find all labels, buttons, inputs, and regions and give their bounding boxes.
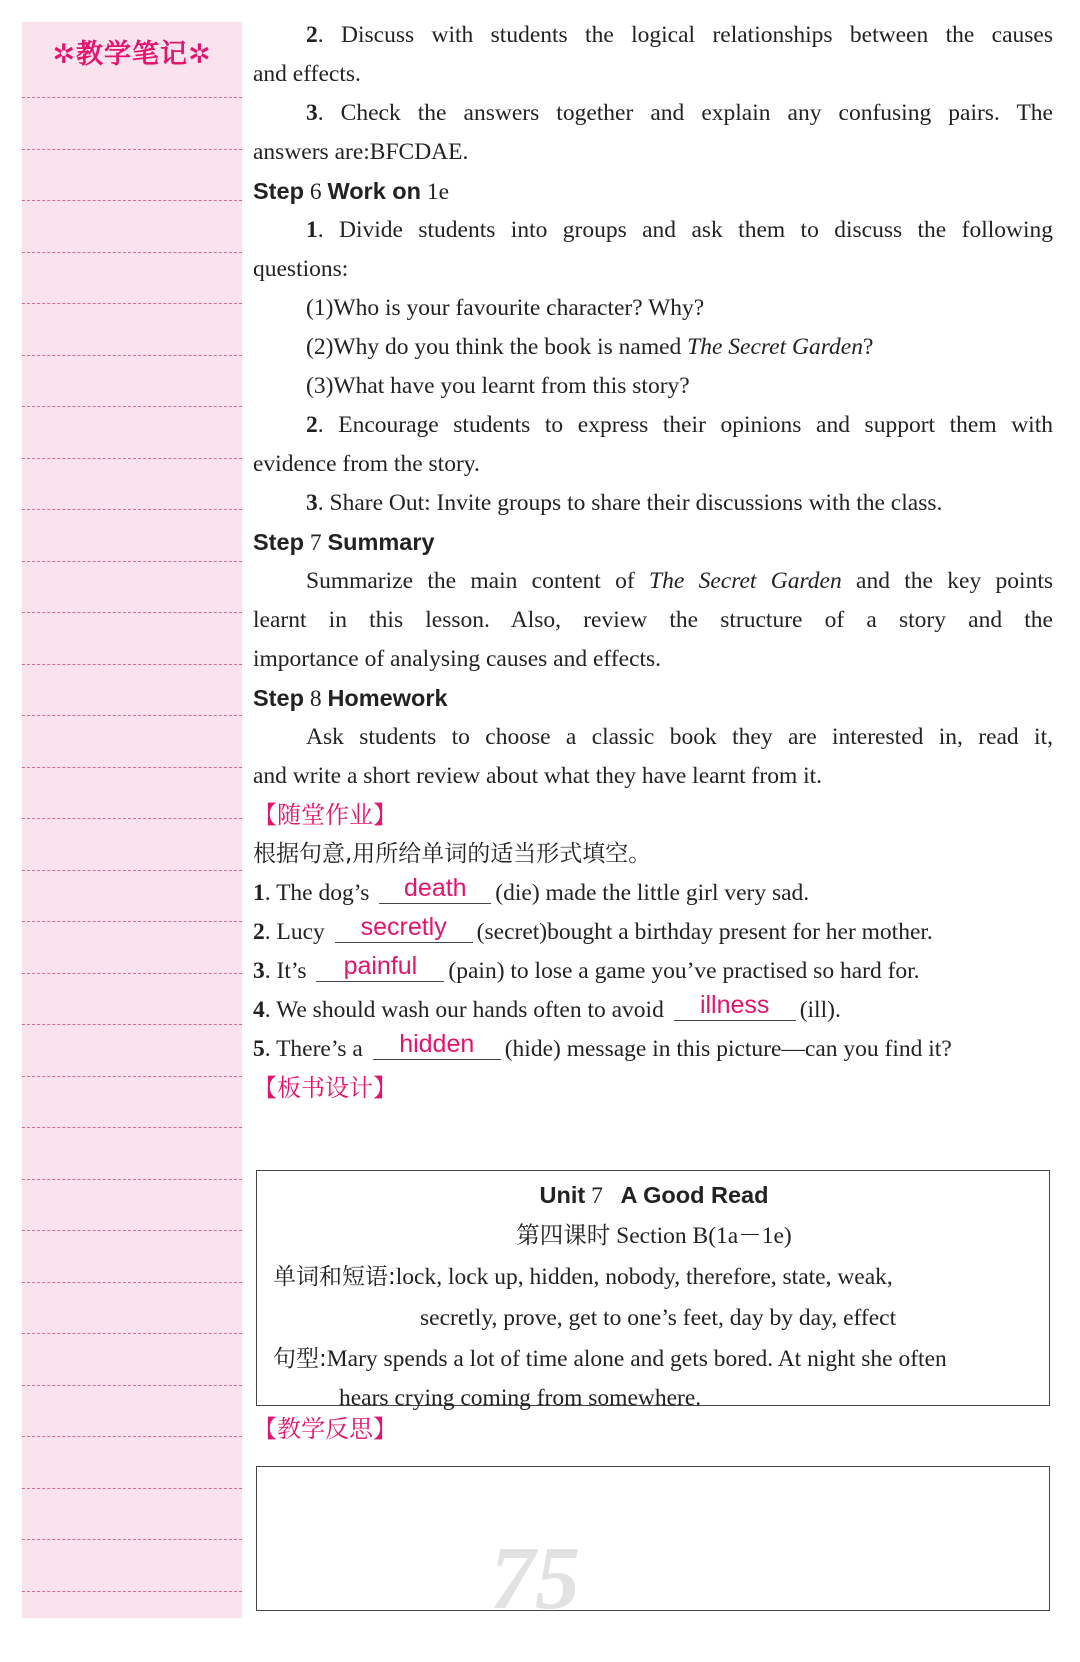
item-text: (secret)bought a birthday present for her mother. bbox=[476, 919, 933, 945]
sentence-text: Mary spends a lot of time alone and gets bored. At night she often bbox=[326, 1346, 947, 1372]
reflection-heading: 【教学反思】 bbox=[253, 1415, 397, 1443]
item-text: . Encourage students to express their opinions and support them with bbox=[317, 412, 1053, 438]
board-sentence-line1 bbox=[273, 1339, 1043, 1380]
note-line bbox=[22, 1127, 242, 1128]
item-number: 1 bbox=[253, 880, 265, 906]
item-text: . Discuss with students the logical relationships between the causes bbox=[317, 22, 1053, 48]
note-line bbox=[22, 1076, 242, 1077]
step7-line3: importance of analysing causes and effects. bbox=[253, 646, 662, 672]
note-line bbox=[22, 1539, 242, 1540]
item-text: . Divide students into groups and ask them to discuss the following bbox=[317, 217, 1053, 243]
note-line bbox=[22, 149, 242, 150]
summary-text: and the key points bbox=[841, 568, 1053, 594]
answer-blank: hidden bbox=[373, 1029, 501, 1060]
answer-blank: secretly bbox=[335, 912, 473, 943]
note-line bbox=[22, 303, 242, 304]
note-line bbox=[22, 1179, 242, 1180]
step6-item2-line1 bbox=[253, 405, 1053, 446]
step8-line2: and write a short review about what they have learnt from it. bbox=[253, 763, 823, 789]
book-title: The Secret Garden bbox=[649, 568, 842, 594]
step-title: Work on bbox=[327, 178, 422, 204]
step-title: Summary bbox=[327, 529, 435, 555]
step-target: 1e bbox=[426, 179, 450, 205]
item-text: (ill). bbox=[799, 997, 841, 1023]
note-line bbox=[22, 973, 242, 974]
note-line bbox=[22, 715, 242, 716]
unit-label: Unit bbox=[539, 1182, 586, 1208]
note-line bbox=[22, 818, 242, 819]
note-line bbox=[22, 1333, 242, 1334]
board-design-box bbox=[256, 1170, 1050, 1411]
board-lesson: 第四课时 Section B(1a－1e) bbox=[516, 1223, 792, 1249]
answer-blank: death bbox=[379, 873, 491, 904]
reflection-box bbox=[256, 1466, 1050, 1611]
note-line bbox=[22, 870, 242, 871]
step7-line1 bbox=[253, 561, 1053, 602]
step6-item3 bbox=[253, 483, 1053, 524]
item-number: 2 bbox=[306, 22, 318, 48]
step6-question-2 bbox=[253, 327, 1053, 368]
note-line bbox=[22, 561, 242, 562]
question-mark: ? bbox=[862, 334, 874, 360]
sidebar-title: ✲教学笔记✲ bbox=[52, 39, 212, 70]
note-line bbox=[22, 1436, 242, 1437]
exercise-item-5 bbox=[253, 1029, 1053, 1070]
item-number: 2 bbox=[253, 919, 265, 945]
board-heading: 【板书设计】 bbox=[253, 1074, 397, 1102]
note-line bbox=[22, 1282, 242, 1283]
step5-item2-line1 bbox=[253, 15, 1053, 56]
note-line bbox=[22, 1024, 242, 1025]
exercise-instruction: 根据句意,用所给单词的适当形式填空。 bbox=[253, 841, 652, 867]
item-number: 1 bbox=[306, 217, 318, 243]
item-text: . The dog’s bbox=[264, 880, 370, 906]
item-text: . Lucy bbox=[264, 919, 325, 945]
exercise-item-4 bbox=[253, 990, 1053, 1031]
item-text: . Check the answers together and explain any confusing pairs. The bbox=[317, 100, 1053, 126]
book-title: The Secret Garden bbox=[687, 334, 863, 360]
note-line bbox=[22, 200, 242, 201]
step-number: 6 bbox=[309, 179, 322, 205]
note-line bbox=[22, 509, 242, 510]
step8-heading bbox=[253, 678, 1053, 719]
vocab-text: lock, lock up, hidden, nobody, therefore, state, weak, bbox=[395, 1264, 893, 1290]
item-text: (pain) to lose a game you’ve practised so hard for. bbox=[448, 958, 920, 984]
board-vocab-line2: secretly, prove, get to one’s feet, day by day, effect bbox=[420, 1305, 897, 1331]
item-number: 3 bbox=[306, 100, 318, 126]
exercise-item-3 bbox=[253, 951, 1053, 992]
step-number: 8 bbox=[309, 686, 322, 712]
note-line bbox=[22, 1488, 242, 1489]
item-text: . There’s a bbox=[264, 1036, 363, 1062]
page-number: 75 bbox=[490, 1529, 580, 1628]
item-number: 2 bbox=[306, 412, 318, 438]
board-unit-title bbox=[257, 1175, 1051, 1216]
sentence-label: 句型: bbox=[273, 1346, 327, 1372]
note-line bbox=[22, 612, 242, 613]
teaching-notes-sidebar bbox=[22, 22, 242, 1618]
note-line bbox=[22, 664, 242, 665]
note-line bbox=[22, 406, 242, 407]
step7-line2: learnt in this lesson. Also, review the structure of a story and the bbox=[253, 607, 1053, 633]
step-label: Step bbox=[253, 178, 304, 204]
item-text: . Share Out: Invite groups to share their discussions with the class. bbox=[317, 490, 943, 516]
item-text: (die) made the little girl very sad. bbox=[495, 880, 810, 906]
question-text: (2)Why do you think the book is named bbox=[306, 334, 688, 360]
step6-question-1: (1)Who is your favourite character? Why? bbox=[306, 295, 705, 321]
vocab-label: 单词和短语: bbox=[273, 1264, 396, 1290]
unit-title: A Good Read bbox=[620, 1182, 769, 1208]
item-text: . We should wash our hands often to avoid bbox=[264, 997, 664, 1023]
step5-item2-line2: and effects. bbox=[253, 61, 361, 87]
step-number: 7 bbox=[309, 530, 322, 556]
answer-blank: illness bbox=[674, 990, 796, 1021]
item-number: 4 bbox=[253, 997, 265, 1023]
summary-text: Summarize the main content of bbox=[306, 568, 650, 594]
exercise-item-2 bbox=[253, 912, 1053, 953]
step-label: Step bbox=[253, 685, 304, 711]
exercise-item-1 bbox=[253, 873, 1053, 914]
step8-line1: Ask students to choose a classic book they are interested in, read it, bbox=[306, 724, 1053, 750]
item-number: 3 bbox=[253, 958, 265, 984]
step5-item3-line1 bbox=[253, 93, 1053, 134]
step6-item1-line2: questions: bbox=[253, 256, 349, 282]
note-line bbox=[22, 767, 242, 768]
item-text: . It’s bbox=[264, 958, 307, 984]
step7-heading bbox=[253, 522, 1053, 563]
note-line bbox=[22, 1385, 242, 1386]
board-sentence-line2: hears crying coming from somewhere. bbox=[339, 1385, 702, 1411]
unit-number: 7 bbox=[591, 1183, 603, 1209]
note-line bbox=[22, 1591, 242, 1592]
step6-item1-line1 bbox=[253, 210, 1053, 251]
note-line bbox=[22, 252, 242, 253]
item-number: 3 bbox=[306, 490, 318, 516]
step5-item3-line2: answers are:BFCDAE. bbox=[253, 139, 469, 165]
item-text: (hide) message in this picture—can you find it? bbox=[504, 1036, 952, 1062]
note-line bbox=[22, 458, 242, 459]
step-label: Step bbox=[253, 529, 304, 555]
note-line bbox=[22, 1230, 242, 1231]
note-line bbox=[22, 97, 242, 98]
step6-item2-line2: evidence from the story. bbox=[253, 451, 480, 477]
step6-question-3: (3)What have you learnt from this story? bbox=[306, 373, 690, 399]
exercise-heading: 【随堂作业】 bbox=[253, 801, 397, 829]
item-number: 5 bbox=[253, 1036, 265, 1062]
note-line bbox=[22, 355, 242, 356]
step6-heading bbox=[253, 171, 1053, 212]
step-title: Homework bbox=[327, 685, 448, 711]
note-line bbox=[22, 921, 242, 922]
board-vocab-line1 bbox=[273, 1257, 1043, 1298]
answer-blank: painful bbox=[316, 951, 444, 982]
